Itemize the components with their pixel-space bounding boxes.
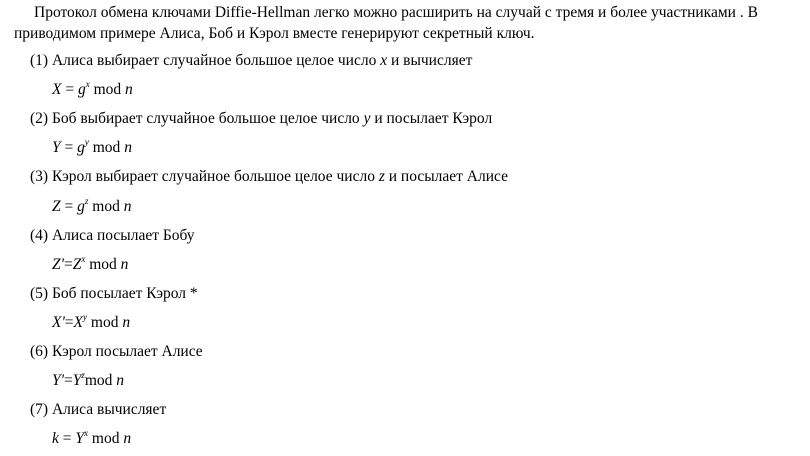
- formula-1: [52, 80, 133, 100]
- step-text: (1) Алиса выбирает случайное большое целое число: [30, 52, 381, 69]
- formula-mod: mod: [84, 372, 117, 389]
- step-7: [30, 400, 166, 420]
- formula-modulus: n: [125, 81, 133, 98]
- formula-exponent: y: [84, 137, 89, 147]
- formula-equals: =: [58, 430, 76, 447]
- formula-exponent: z: [84, 196, 89, 206]
- step-2: [30, 109, 492, 129]
- formula-equals: =: [60, 198, 78, 215]
- step-text: (7) Алиса вычисляет: [30, 401, 167, 418]
- step-text: (6) Кэрол посылает Алисе: [30, 343, 203, 360]
- formula-mod: mod: [87, 314, 123, 331]
- formula-equals: =: [63, 372, 73, 389]
- formula-base: Z: [72, 256, 82, 273]
- step-variable: y: [363, 110, 371, 127]
- formula-mod: mod: [89, 81, 126, 98]
- step-6: [30, 342, 203, 362]
- formula-modulus: n: [123, 430, 132, 447]
- formula-equals: =: [61, 81, 78, 98]
- intro-line-1: Протокол обмена ключами Diffie-Hellman легко можно расширить на случай с тремя и более участниками . В: [34, 4, 758, 21]
- step-text: (2) Боб выбирает случайное большое целое число: [30, 110, 364, 127]
- step-text-after: и вычисляет: [387, 52, 473, 69]
- step-3: [30, 167, 508, 187]
- formula-7: [52, 429, 131, 449]
- intro-line-2: приводимом примере Алиса, Боб и Кэрол вместе генерируют секретный ключ.: [14, 25, 535, 42]
- formula-exponent: z: [81, 370, 85, 380]
- formula-2: [52, 138, 132, 158]
- formula-exponent: x: [85, 79, 90, 89]
- formula-modulus: n: [123, 198, 132, 215]
- step-text: (3) Кэрол выбирает случайное большое целое число: [30, 168, 379, 185]
- formula-lhs: Y: [52, 139, 61, 156]
- formula-base: g: [77, 81, 86, 98]
- step-5: [30, 284, 198, 304]
- formula-mod: mod: [88, 430, 124, 447]
- formula-lhs: X': [52, 314, 65, 331]
- formula-exponent: x: [84, 428, 89, 438]
- formula-base: g: [77, 198, 85, 215]
- formula-lhs: Y': [52, 372, 64, 389]
- formula-equals: =: [64, 314, 74, 331]
- formula-modulus: n: [116, 372, 125, 389]
- intro-paragraph: [14, 2, 804, 44]
- formula-equals: =: [63, 256, 73, 273]
- formula-exponent: x: [81, 254, 86, 264]
- formula-modulus: n: [120, 256, 129, 273]
- step-variable: x: [380, 52, 388, 69]
- formula-5: [52, 313, 130, 333]
- step-text: (4) Алиса посылает Бобу: [30, 227, 195, 244]
- formula-mod: mod: [88, 198, 124, 215]
- formula-lhs: Z': [52, 256, 64, 273]
- formula-exponent: y: [83, 312, 88, 322]
- formula-lhs: Z: [52, 198, 61, 215]
- formula-modulus: n: [124, 139, 132, 156]
- formula-lhs: k: [52, 430, 59, 447]
- step-4: [30, 226, 195, 246]
- formula-3: [52, 197, 131, 217]
- formula-4: [52, 255, 128, 275]
- step-text-after: и посылает Кэрол: [370, 110, 493, 127]
- step-variable: z: [378, 168, 385, 185]
- formula-equals: =: [60, 139, 78, 156]
- formula-base: X: [73, 314, 84, 331]
- formula-base: g: [77, 139, 85, 156]
- formula-base: Y: [72, 372, 82, 389]
- formula-mod: mod: [85, 256, 121, 273]
- step-1: [30, 51, 472, 71]
- formula-base: Y: [75, 430, 85, 447]
- formula-lhs: X: [52, 81, 62, 98]
- formula-6: [52, 371, 124, 391]
- step-text: (5) Боб посылает Кэрол *: [30, 285, 198, 302]
- formula-mod: mod: [88, 139, 125, 156]
- formula-modulus: n: [122, 314, 131, 331]
- step-text-after: и посылает Алисе: [384, 168, 508, 185]
